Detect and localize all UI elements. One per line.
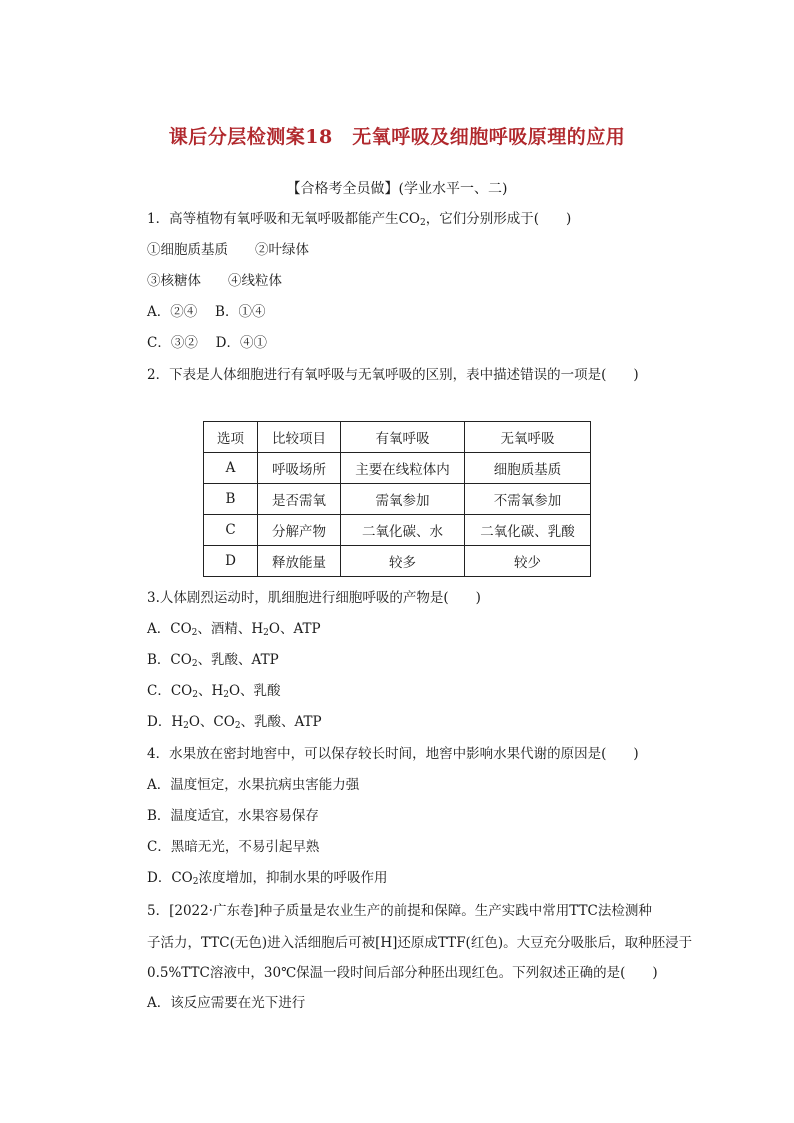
table-cell: A — [204, 453, 258, 484]
question-3-option-a: A．$CO_2$、酒精、$H_2O$、ATP — [147, 621, 321, 638]
question-4-stem: 4．水果放在密封地窖中，可以保存较长时间，地窖中影响水果代谢的原因是( ) — [147, 746, 639, 762]
question-3-option-d: D．$H_2O$、$CO_2$、乳酸、ATP — [147, 714, 322, 731]
table-row — [204, 515, 591, 546]
table-row — [204, 546, 591, 577]
table-cell: 较多 — [341, 546, 465, 577]
table-cell: 二氧化碳、水 — [341, 515, 465, 546]
table-cell: 二氧化碳、乳酸 — [465, 515, 591, 546]
question-1-options-cd: C．③② D．④① — [147, 335, 267, 351]
question-3-stem: 3.人体剧烈运动时，肌细胞进行细胞呼吸的产物是( ) — [147, 590, 481, 606]
question-5-line-2: 子活力，TTC(无色)进入活细胞后可被[H]还原成TTF(红色)。大豆充分吸胀后，取种胚浸于 — [147, 935, 693, 951]
question-1-items-1: ①细胞质基质 ②叶绿体 — [147, 242, 309, 258]
question-5-option-a: A．该反应需要在光下进行 — [147, 995, 306, 1011]
question-5-line-3: 0.5%TTC溶液中，30℃保温一段时间后部分种胚出现红色。下列叙述正确的是( ) — [147, 965, 658, 981]
question-4-option-a: A．温度恒定，水果抗病虫害能力强 — [147, 777, 360, 793]
question-3-option-c: C．$CO_2$、$H_2O$、乳酸 — [147, 683, 281, 700]
table-cell: 释放能量 — [258, 546, 341, 577]
question-2-stem: 2．下表是人体细胞进行有氧呼吸与无氧呼吸的区别，表中描述错误的一项是( ) — [147, 367, 639, 383]
question-5-line-1: 5．[2022·广东卷]种子质量是农业生产的前提和保障。生产实践中常用TTC法检测种 — [147, 903, 652, 919]
question-4-option-c: C．黑暗无光，不易引起早熟 — [147, 839, 320, 855]
table-row — [204, 453, 591, 484]
comparison-table — [203, 421, 591, 577]
table-header-row — [204, 422, 591, 453]
question-1-stem: 1．高等植物有氧呼吸和无氧呼吸都能产生$CO_2$，它们分别形成于( ) — [147, 211, 572, 228]
table-row — [204, 484, 591, 515]
section-heading: 【合格考全员做】(学业水平一、二) — [286, 181, 508, 197]
table-header-cell: 比较项目 — [258, 422, 341, 453]
table-cell: 不需氧参加 — [465, 484, 591, 515]
table-cell: 是否需氧 — [258, 484, 341, 515]
page-title: 课后分层检测案18 无氧呼吸及细胞呼吸原理的应用 — [168, 126, 626, 148]
question-3-option-b: B．$CO_2$、乳酸、ATP — [147, 652, 279, 669]
table-header-cell: 有氧呼吸 — [341, 422, 465, 453]
table-header-cell: 选项 — [204, 422, 258, 453]
question-1-options-ab: A．②④ B．①④ — [147, 304, 266, 320]
table-cell: 较少 — [465, 546, 591, 577]
table-cell: D — [204, 546, 258, 577]
question-4-option-b: B．温度适宜，水果容易保存 — [147, 808, 319, 824]
table-cell: 需氧参加 — [341, 484, 465, 515]
table-cell: B — [204, 484, 258, 515]
table-cell: 呼吸场所 — [258, 453, 341, 484]
table-header-cell: 无氧呼吸 — [465, 422, 591, 453]
table-cell: 分解产物 — [258, 515, 341, 546]
question-1-items-2: ③核糖体 ④线粒体 — [147, 273, 282, 289]
table-cell: C — [204, 515, 258, 546]
table-cell: 主要在线粒体内 — [341, 453, 465, 484]
table-cell: 细胞质基质 — [465, 453, 591, 484]
question-4-option-d: D．$CO_2$浓度增加，抑制水果的呼吸作用 — [147, 870, 388, 887]
